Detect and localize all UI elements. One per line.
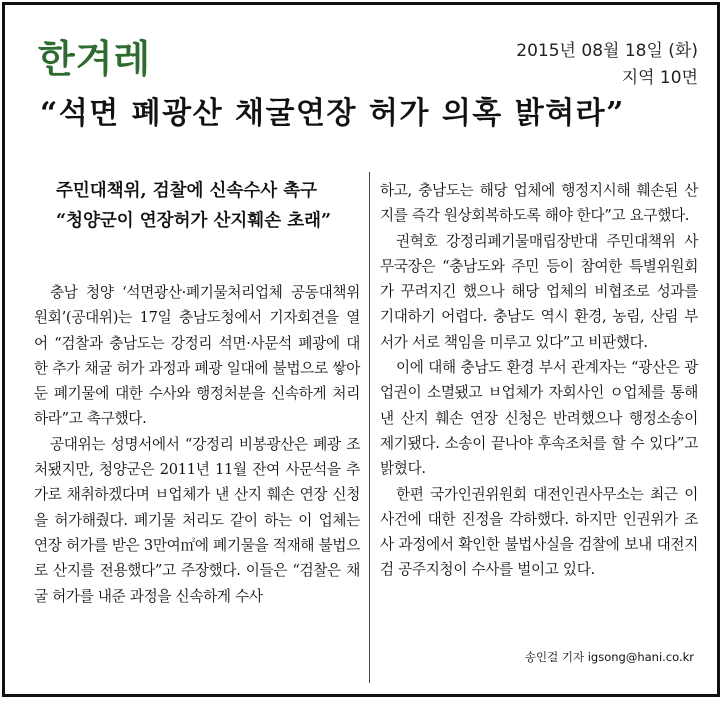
column-divider: [369, 172, 370, 683]
publication-date: 2015년 08월 18일 (화): [516, 41, 698, 61]
subheadline-line-1: 주민대책위, 검찰에 신속수사 촉구: [56, 181, 318, 201]
section-page: 지역 10면: [621, 68, 698, 88]
paragraph: 공대위는 성명서에서 “강정리 비봉광산은 폐광 조처됐지만, 청양군은 2011년 11월 잔여 사문석을 추가로 채취하겠다며 ㅂ업체가 낸 산지 훼손 연장 신청을 허가해줬다. 폐기물 처리도 같이 하는 이 업체는 연장 허가를 받은 3만여㎡에 폐기물을 적재해 불법으로 산지를 전용했다”고 주장했다. 이들은 “검찰은 채굴 허가를 내준 과정을 신속하게 수사: [34, 435, 360, 605]
byline: 송인걸 기자 igsong@hani.co.kr: [524, 650, 694, 664]
paragraph: 충남 청양 ‘석면광산·폐기물처리업체 공동대책위원회’(공대위)는 17일 충남도청에서 기자회견을 열어 “검찰과 충남도는 강정리 석면·사문석 폐광에 대한 추가 채굴 허가 과정과 폐광 일대에 불법으로 쌓아둔 폐기물에 대한 수사와 행정처분을 신속하게 처리하라”고 촉구했다.: [34, 284, 360, 428]
article-column-right: [380, 178, 698, 583]
paragraph: 이에 대해 충남도 환경 부서 관계자는 “광산은 광업권이 소멸됐고 ㅂ업체가 자회사인 ㅇ업체를 통해 낸 산지 훼손 연장 신청은 반려했으나 행정소송이 제기됐다. 소송이 끝나야 후속조처를 할 수 있다”고 밝혔다.: [380, 359, 698, 478]
subheadline-line-2: “청양군이 연장허가 산지훼손 초래”: [56, 211, 332, 231]
paragraph: 권혁호 강정리폐기물매립장반대 주민대책위 사무국장은 “충남도와 주민 등이 참여한 특별위원회가 꾸려지긴 했으나 해당 업체의 비협조로 성과를 기대하기 어렵다. 충남도 역시 환경, 농림, 산림 부서가 서로 책임을 미루고 있다”고 비판했다.: [380, 232, 698, 351]
paragraph: 한편 국가인권위원회 대전인권사무소는 최근 이 사건에 대한 진정을 각하했다. 하지만 인권위가 조사 과정에서 확인한 불법사실을 검찰에 보내 대전지검 공주지청이 수사를 벌이고 있다.: [380, 485, 698, 579]
paragraph: 하고, 충남도는 해당 업체에 행정지시해 훼손된 산지를 즉각 원상회복하도록 해야 한다”고 요구했다.: [380, 182, 698, 225]
headline: “석면 폐광산 채굴연장 허가 의혹 밝혀라”: [40, 96, 625, 131]
subheadline: [56, 176, 356, 236]
article-column-left: [34, 280, 360, 609]
newspaper-logo: 한겨레: [38, 37, 152, 81]
